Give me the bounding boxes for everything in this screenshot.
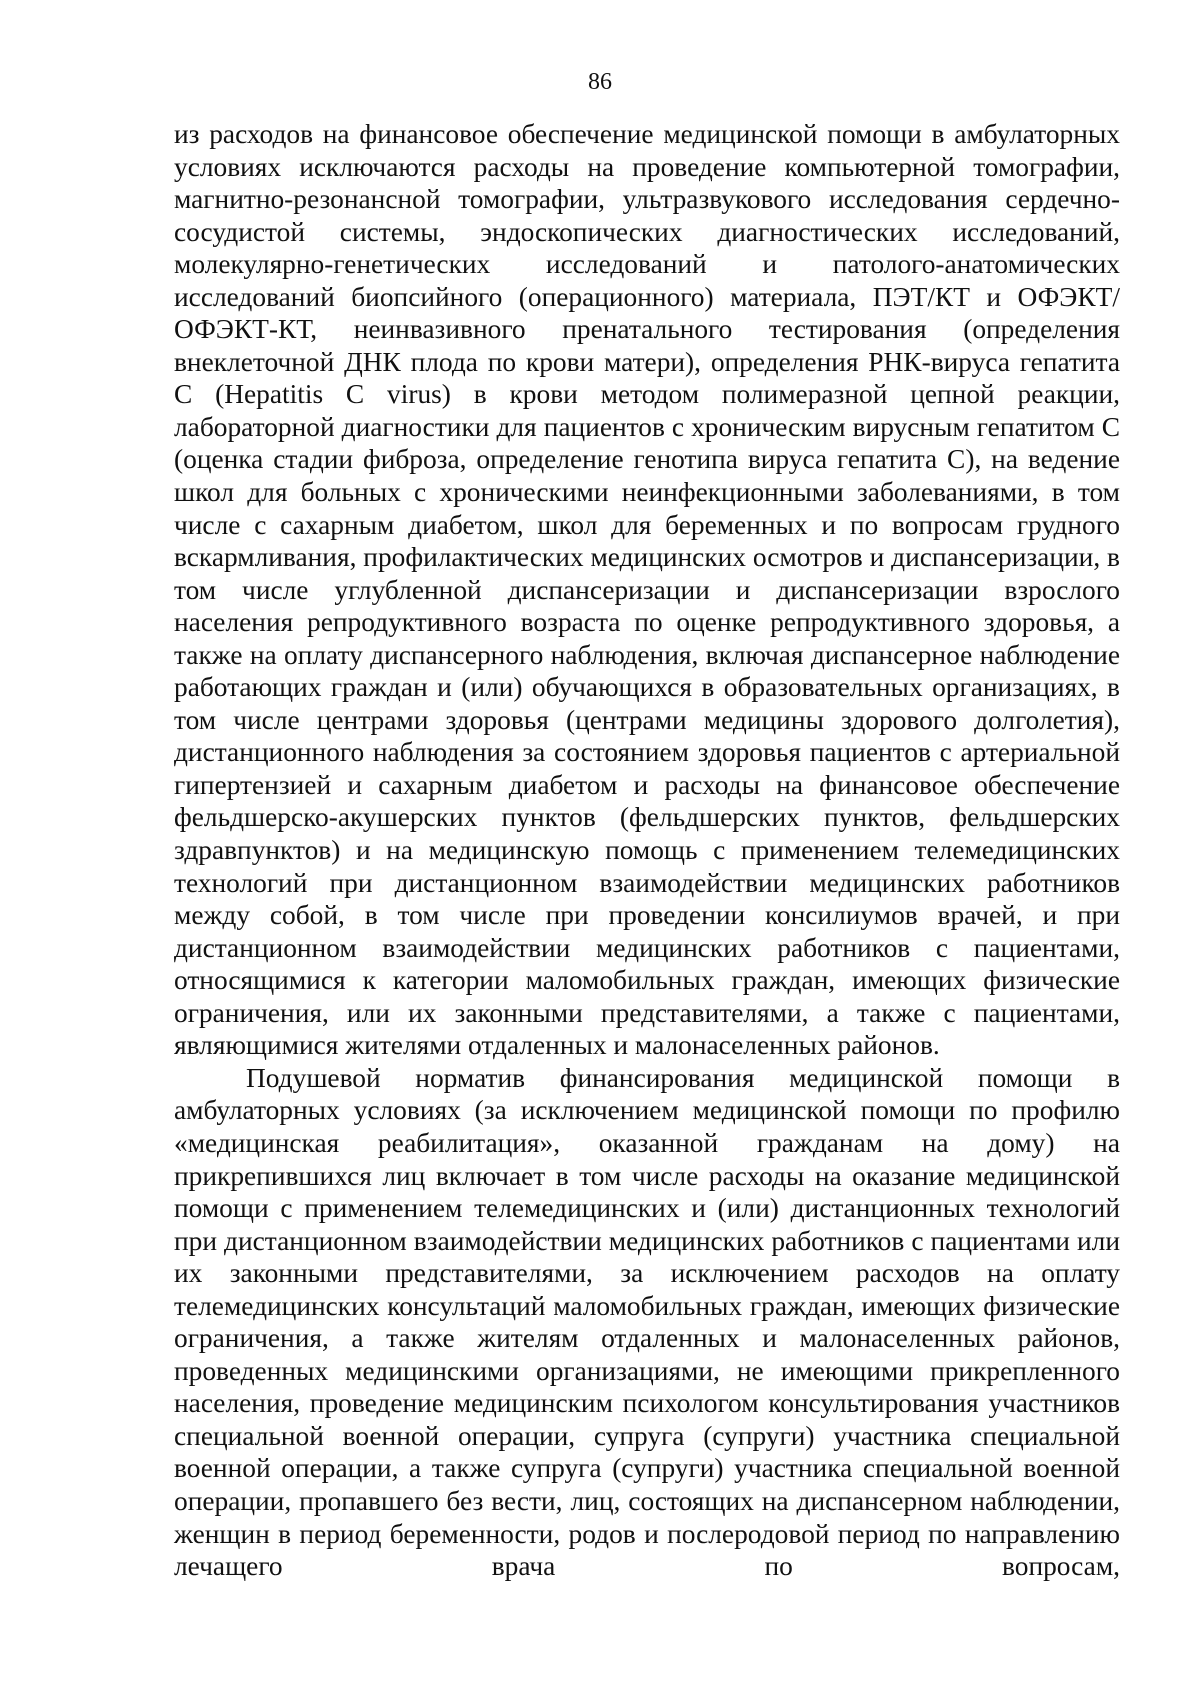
- paragraph-per-capita-norm: Подушевой норматив финансирования медицинской помощи в амбулаторных условиях (за исключением медицинской помощи по профилю «медицинская реабилитация», оказанной гражданам на дому) на прикрепившихся лиц включает в том числе расходы на оказание медицинской помощи с применением телемедицинских и (или) дистанционных технологий при дистанционном взаимодействии медицинских работников с пациентами или их законными представителями, за исключением расходов на оплату телемедицинских консультаций маломобильных граждан, имеющих физические ограничения, а также жителям отдаленных и малонаселенных районов, проведенных медицинскими организациями, не имеющими прикрепленного населения, проведение медицинским психологом консультирования участников специальной военной операции, супруга (супруги) участника специальной военной операции, а также супруга (супруги) участника специальной военной операции, пропавшего без вести, лиц, состоящих на диспансерном наблюдении, женщин в период беременности, родов и послеродовой период по направлению лечащего врача по вопросам,: [174, 1062, 1120, 1582]
- paragraph-continuation: из расходов на финансовое обеспечение медицинской помощи в амбулаторных условиях исключаются расходы на проведение компьютерной томографии, магнитно-резонансной томографии, ультразвукового исследования сердечно-сосудистой системы, эндоскопических диагностических исследований, молекулярно-генетических исследований и патолого-анатомических исследований биопсийного (операционного) материала, ПЭТ/КТ и ОФЭКТ/ ОФЭКТ-КТ, неинвазивного пренатального тестирования (определения внеклеточной ДНК плода по крови матери), определения РНК-вируса гепатита С (Hepatitis C virus) в крови методом полимеразной цепной реакции, лабораторной диагностики для пациентов с хроническим вирусным гепатитом С (оценка стадии фиброза, определение генотипа вируса гепатита С), на ведение школ для больных с хроническими неинфекционными заболеваниями, в том числе с сахарным диабетом, школ для беременных и по вопросам грудного вскармливания, профилактических медицинских осмотров и диспансеризации, в том числе углубленной диспансеризации и диспансеризации взрослого населения репродуктивного возраста по оценке репродуктивного здоровья, а также на оплату диспансерного наблюдения, включая диспансерное наблюдение работающих граждан и (или) обучающихся в образовательных организациях, в том числе центрами здоровья (центрами медицины здорового долголетия), дистанционного наблюдения за состоянием здоровья пациентов с артериальной гипертензией и сахарным диабетом и расходы на финансовое обеспечение фельдшерско-акушерских пунктов (фельдшерских пунктов, фельдшерских здравпунктов) и на медицинскую помощь с применением телемедицинских технологий при дистанционном взаимодействии медицинских работников между собой, в том числе при проведении консилиумов врачей, и при дистанционном взаимодействии медицинских работников с пациентами, относящимися к категории маломобильных граждан, имеющих физические ограничения, или их законными представителями, а также с пациентами, являющимися жителями отдаленных и малонаселенных районов.: [174, 119, 1120, 1061]
- page-number: 86: [588, 69, 612, 95]
- document-body: [174, 118, 1120, 1583]
